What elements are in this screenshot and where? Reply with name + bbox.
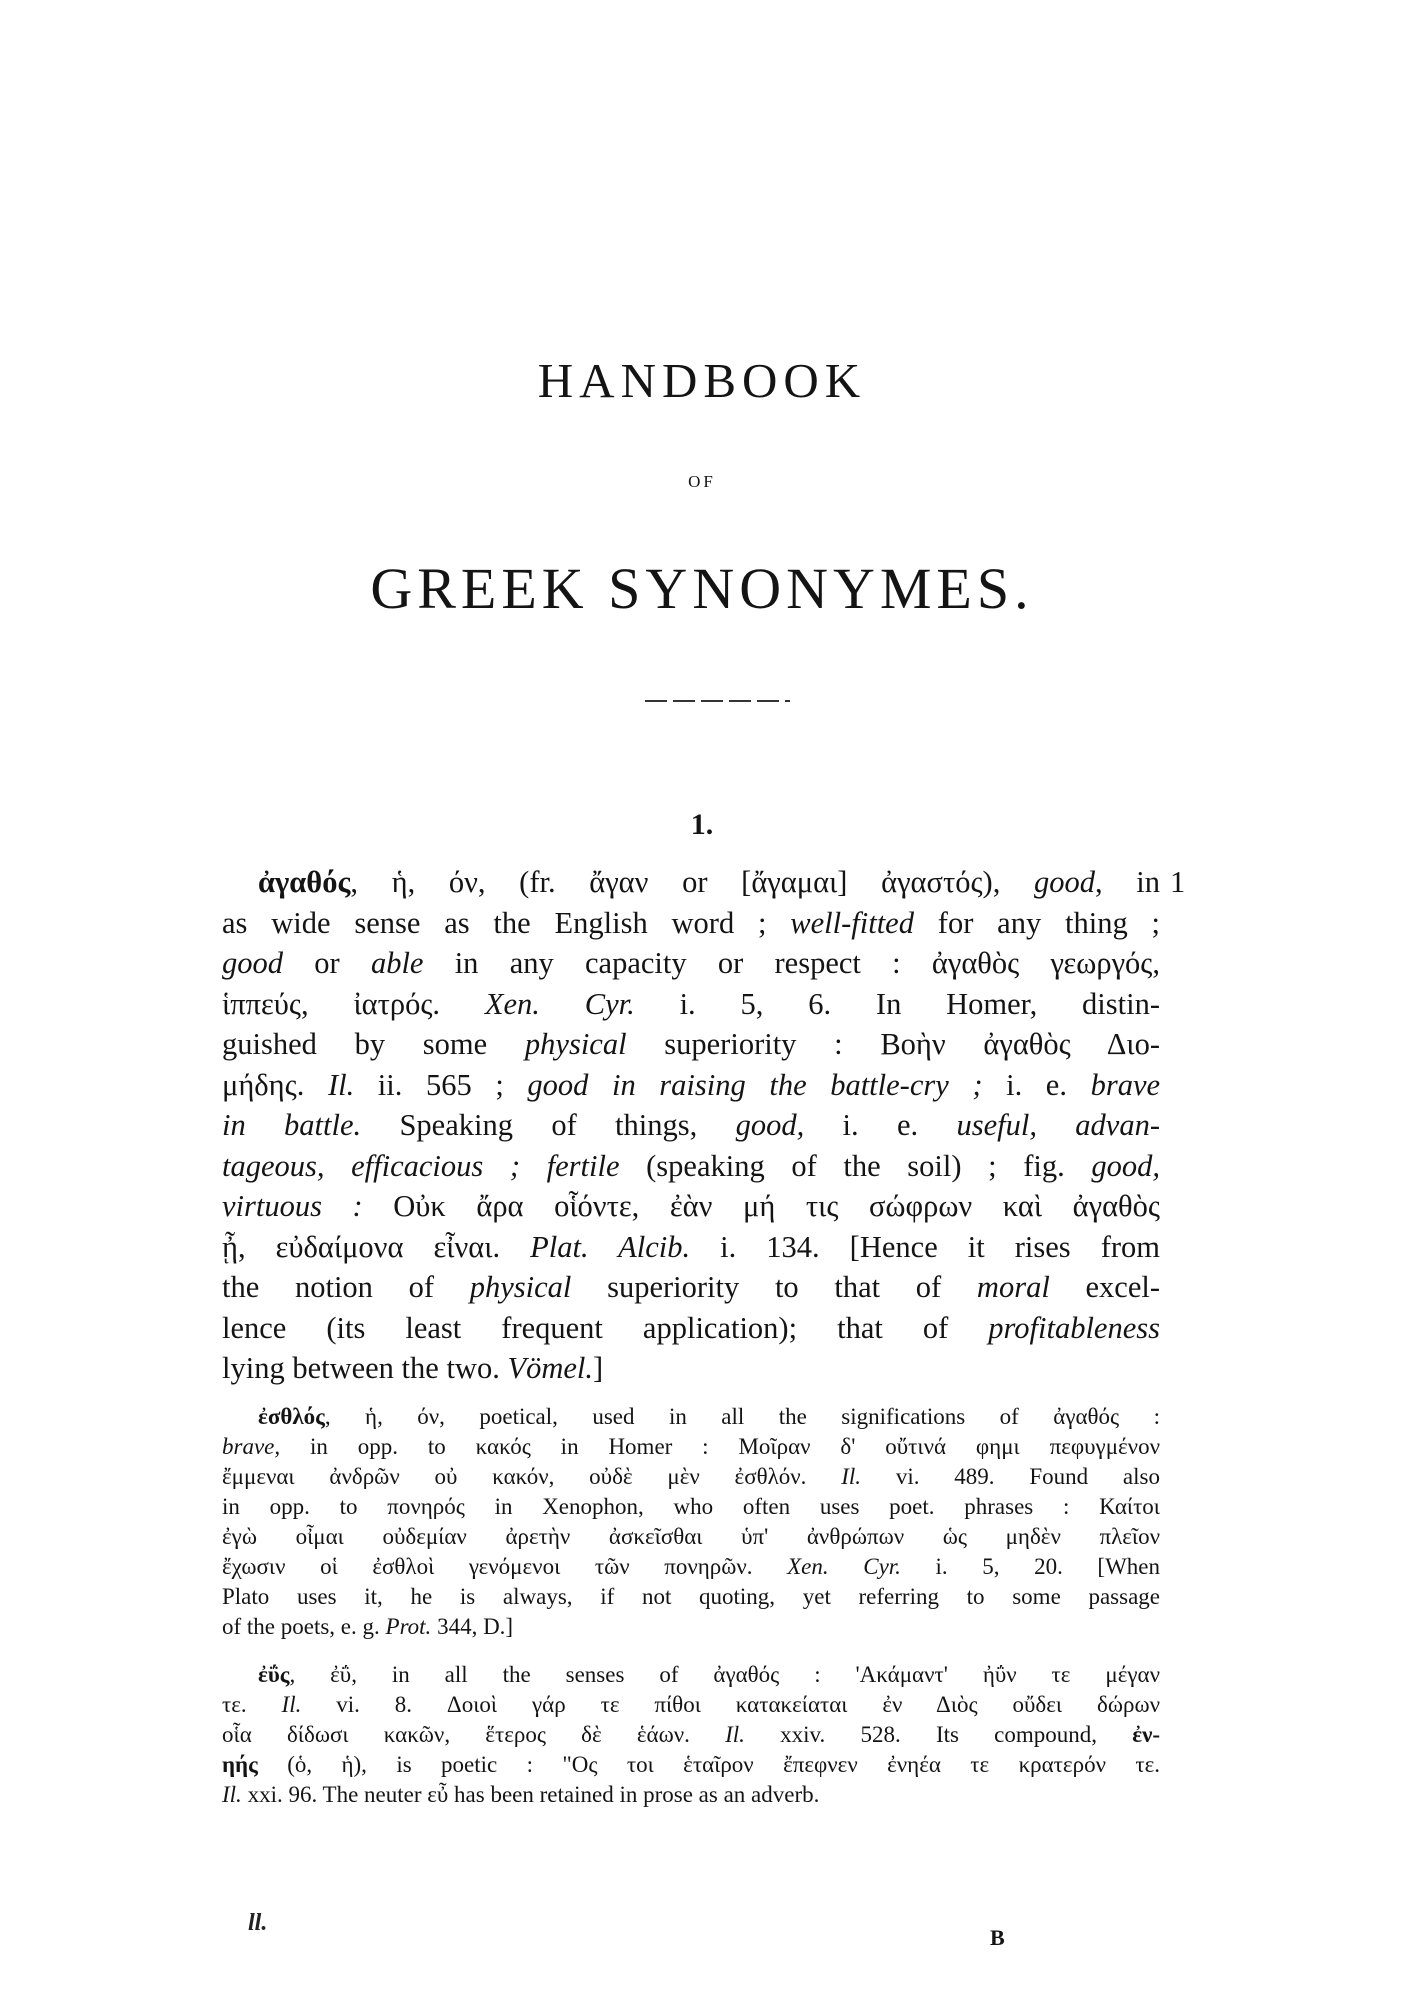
section-number: 1. <box>690 808 714 841</box>
text-line: ἱππεύς, ἰατρός. Xen. Cyr. i. 5, 6. In Homer, distin- <box>222 986 1161 1021</box>
text-line: μήδης. Il. ii. 565 ; good in raising the battle-cry ; i. e. brave <box>222 1067 1161 1102</box>
text-line: ἀγαθός, ἡ, όν, (fr. ἄγαν or [ἄγαμαι] ἀγαστός), good, in <box>258 865 1160 899</box>
text-line: of the poets, e. g. Prot. 344, D.] <box>222 1614 514 1639</box>
text-line: ἔμμεναι ἀνδρῶν οὐ κακόν, οὐδὲ μὲν ἐσθλόν. Il. vi. 489. Found also <box>222 1464 1160 1489</box>
text-line: ᾖ, εὐδαίμονα εἶναι. Plat. Alcib. i. 134. [Hence it rises from <box>222 1229 1160 1264</box>
text-line: good or able in any capacity or respect : ἀγαθὸς γεωργός, <box>222 946 1160 980</box>
title-connector: OF <box>688 472 716 491</box>
text-line: ηής (ὁ, ἡ), is poetic : "Ος τοι ἑταῖρον ἔπεφνεν ἐνηέα τε κρατερόν τε. <box>222 1752 1160 1777</box>
headword: ἐσθλός <box>258 1404 325 1429</box>
headword: ἐΰς <box>258 1662 290 1687</box>
entry-esthlos <box>222 1402 1160 1642</box>
text-line: οἷα δίδωσι κακῶν, ἕτερος δὲ ἑάων. Il. xxiv. 528. Its compound, ἐν- <box>222 1722 1161 1747</box>
text-line: tageous, efficacious ; fertile (speaking of the soil) ; fig. good, <box>222 1148 1160 1183</box>
handwritten-mark: ll. <box>248 1910 268 1936</box>
text-line: Plato uses it, he is always, if not quoting, yet referring to some passage <box>222 1584 1160 1609</box>
entry-eus <box>222 1660 1160 1810</box>
text-line: in battle. Speaking of things, good, i. e. useful, advan- <box>222 1108 1160 1142</box>
text-line: lence (its least frequent application); that of profitableness <box>222 1310 1160 1345</box>
signature-mark: B <box>990 1925 1005 1950</box>
decorative-rule <box>645 700 790 702</box>
text-line: ἔχωσιν οἱ ἐσθλοὶ γενόμενοι τῶν πονηρῶν. Xen. Cyr. i. 5, 20. [When <box>222 1554 1161 1579</box>
text-line: ἐσθλός, ἡ, όν, poetical, used in all the significations of ἀγαθός : <box>258 1404 1160 1429</box>
text-line: as wide sense as the English word ; well-fitted for any thing ; <box>222 905 1160 940</box>
entry-agathos <box>222 862 1160 1389</box>
text-line: guished by some physical superiority : Βοὴν ἀγαθὸς Διο- <box>222 1027 1160 1061</box>
text-line: τε. Il. vi. 8. Δοιοὶ γάρ τε πίθοι κατακείαται ἐν Διὸς οὔδει δώρων <box>222 1692 1160 1717</box>
text-line: lying between the two. Vömel.] <box>222 1351 604 1385</box>
text-line: ἐΰς, ἐΰ, in all the senses of ἀγαθός : 'Ακάμαντ' ἠΰν τε μέγαν <box>258 1662 1160 1687</box>
text-line: Il. xxi. 96. The neuter εὖ has been retained in prose as an adverb. <box>222 1782 820 1807</box>
page-subtitle: GREEK SYNONYMES. <box>370 556 1034 621</box>
page-title: HANDBOOK <box>537 353 867 408</box>
text-line: virtuous : Οὐκ ἄρα οἷόντε, ἐὰν μή τις σώφρων καὶ ἀγαθὸς <box>222 1189 1160 1223</box>
text-line: the notion of physical superiority to that of moral excel- <box>222 1270 1160 1304</box>
text-line: in opp. to πονηρός in Xenophon, who often uses poet. phrases : Καίτοι <box>222 1494 1160 1519</box>
headword: ἀγαθός <box>258 865 351 899</box>
text-line: ἐγὼ οἶμαι οὐδεμίαν ἀρετὴν ἀσκεῖσθαι ὑπ' ἀνθρώπων ὡς μηδὲν πλεῖον <box>222 1524 1160 1549</box>
margin-number: 1 <box>1170 865 1186 899</box>
text-line: brave, in opp. to κακός in Homer : Μοῖραν δ' οὔτινά φημι πεφυγμένον <box>222 1434 1160 1459</box>
